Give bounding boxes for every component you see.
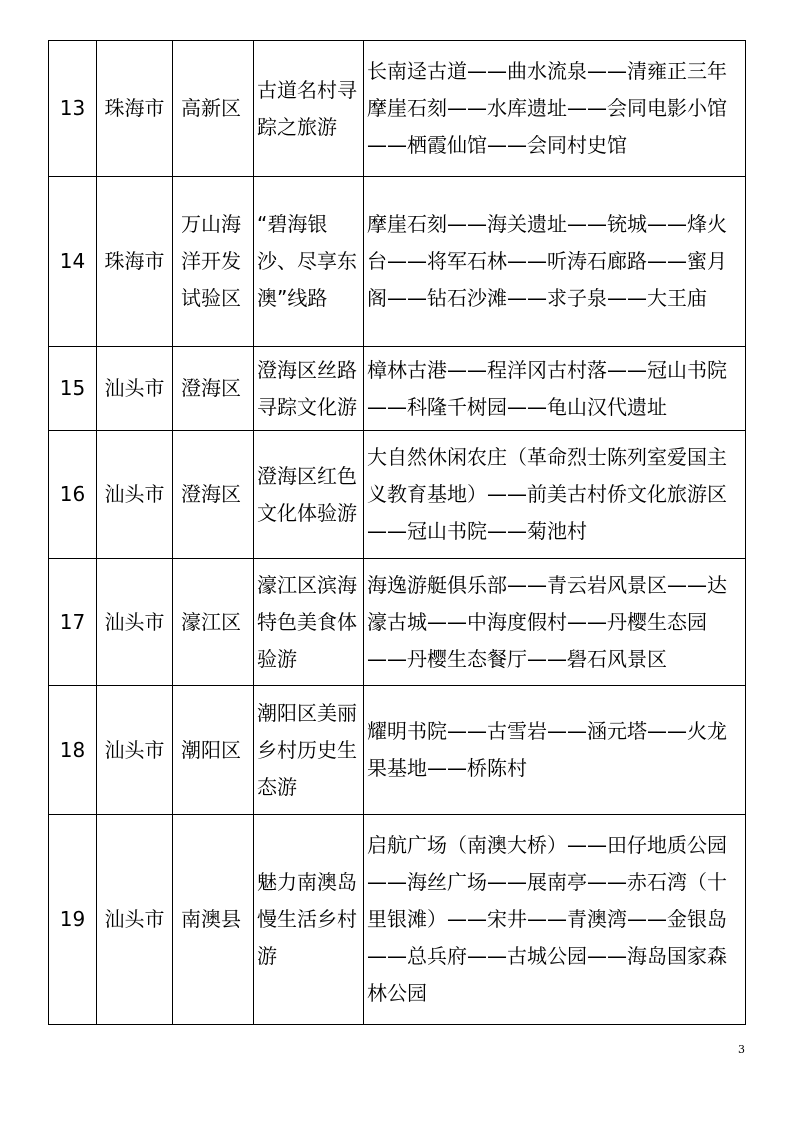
table-row [49,686,746,815]
city-cell: 汕头市 [97,686,173,815]
district-cell: 濠江区 [173,559,254,686]
table-row [49,41,746,177]
theme-cell: 澄海区丝路寻踪文化游 [254,347,364,431]
theme-cell: 魅力南澳岛慢生活乡村游 [254,815,364,1025]
city-cell: 珠海市 [97,177,173,347]
theme-cell: 澄海区红色文化体验游 [254,431,364,559]
table-row [49,177,746,347]
table-row [49,431,746,559]
row-number: 13 [49,41,97,177]
district-cell: 万山海洋开发试验区 [173,177,254,347]
route-cell: 樟林古港——程洋冈古村落——冠山书院——科隆千树园——龟山汉代遗址 [364,347,746,431]
route-table [48,40,746,1025]
city-cell: 汕头市 [97,559,173,686]
district-cell: 澄海区 [173,431,254,559]
city-cell: 汕头市 [97,431,173,559]
theme-cell: “碧海银沙、尽享东澳”线路 [254,177,364,347]
route-cell: 大自然休闲农庄（革命烈士陈列室爱国主义教育基地）——前美古村侨文化旅游区——冠山书院——菊池村 [364,431,746,559]
page-number: 3 [738,1043,745,1056]
theme-cell: 古道名村寻踪之旅游 [254,41,364,177]
district-cell: 澄海区 [173,347,254,431]
city-cell: 汕头市 [97,815,173,1025]
district-cell: 高新区 [173,41,254,177]
route-cell: 耀明书院——古雪岩——涵元塔——火龙果基地——桥陈村 [364,686,746,815]
route-cell: 海逸游艇俱乐部——青云岩风景区——达濠古城——中海度假村——丹樱生态园——丹樱生态餐厅——礐石风景区 [364,559,746,686]
table-row [49,347,746,431]
route-cell: 长南迳古道——曲水流泉——清雍正三年摩崖石刻——水库遗址——会同电影小馆——栖霞仙馆——会同村史馆 [364,41,746,177]
theme-cell: 濠江区滨海特色美食体验游 [254,559,364,686]
row-number: 16 [49,431,97,559]
table-row [49,559,746,686]
city-cell: 珠海市 [97,41,173,177]
row-number: 18 [49,686,97,815]
table-row [49,815,746,1025]
row-number: 15 [49,347,97,431]
row-number: 14 [49,177,97,347]
district-cell: 潮阳区 [173,686,254,815]
row-number: 17 [49,559,97,686]
row-number: 19 [49,815,97,1025]
route-cell: 摩崖石刻——海关遗址——铳城——烽火台——将军石林——听涛石廊路——蜜月阁——钻石沙滩——求子泉——大王庙 [364,177,746,347]
theme-cell: 潮阳区美丽乡村历史生态游 [254,686,364,815]
route-cell: 启航广场（南澳大桥）——田仔地质公园——海丝广场——展南亭——赤石湾（十里银滩）——宋井——青澳湾——金银岛——总兵府——古城公园——海岛国家森林公园 [364,815,746,1025]
city-cell: 汕头市 [97,347,173,431]
district-cell: 南澳县 [173,815,254,1025]
